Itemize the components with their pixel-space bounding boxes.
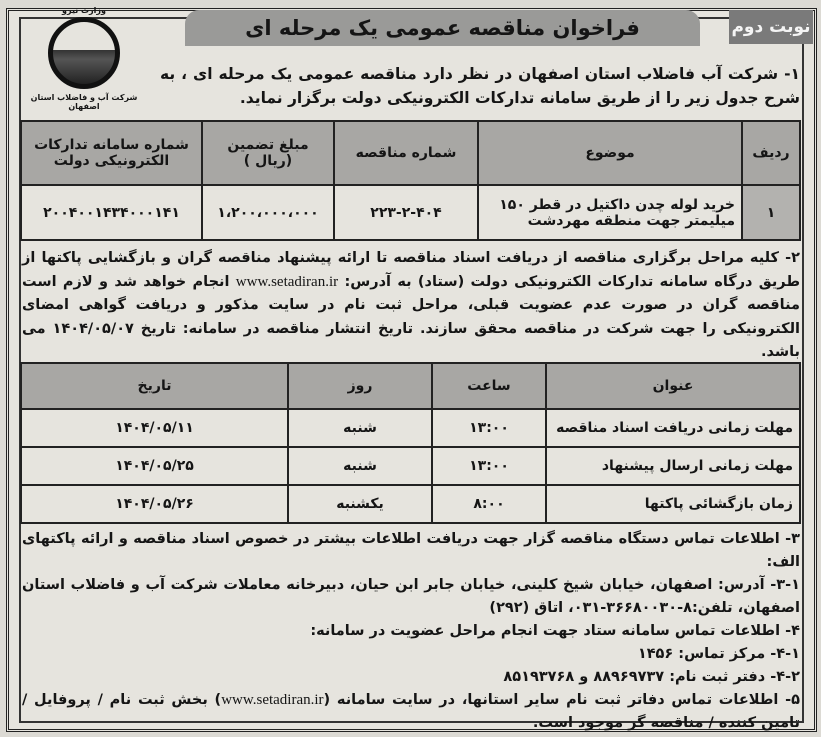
table-header-row [21,121,800,185]
system-number-cell: ۲۰۰۴۰۰۱۴۳۴۰۰۰۱۴۱ [21,185,202,240]
table-row [21,409,800,447]
day-cell: یکشنبه [288,485,432,523]
setad-contact-heading: ۴- اطلاعات تماس سامانه ستاد جهت انجام مراحل عضویت در سامانه: [310,623,800,639]
company-label: شرکت آب و فاضلاب استان اصفهان [30,93,138,111]
time-cell: ۱۳:۰۰ [432,409,546,447]
section-2-text-continued: انجام خواهد شد و لازم است مناقصه گران در صورت عدم عضویت قبلی، مراحل ثبت نام در سایت مذکور و دریافت گواهی امضای الکترونیکی را جهت شرکت در مناقصه محقق سازند. تاریخ انتشار مناقصه در سامانه: تاریخ ۱۴۰۴/۰۵/۰۷ می باشد. [22,273,801,360]
col-subject: موضوع [478,121,742,185]
provincial-offices-text: ۵- اطلاعات تماس دفاتر ثبت نام سایر استانها، در سایت سامانه ( [323,692,801,708]
col-row: ردیف [742,121,800,185]
row-number: ۱ [742,185,800,240]
title-cell: زمان بازگشائی پاکتها [546,485,800,523]
col-tender-number: شماره مناقصه [334,121,478,185]
section-1: ۱- شرکت آب فاضلاب استان اصفهان در نظر دارد مناقصه عمومی یک مرحله ای ، به شرح جدول زیر را از طریق سامانه تدارکات الکترونیکی دولت برگزار نماید. [160,65,800,107]
day-cell: شنبه [288,447,432,485]
col-system-number: شماره سامانه تدارکات الکترونیکی دولت [21,121,202,185]
logo-emblem-icon [48,17,120,89]
provincial-offices-text-continued: ) بخش ثبت نام / پروفایل / تامین کننده / مناقصه گر موجود است. [22,692,800,731]
page-title: فراخوان مناقصه عمومی یک مرحله ای [185,10,700,46]
section-3 [22,528,800,735]
col-date: تاریخ [21,363,288,409]
date-cell: ۱۴۰۴/۰۵/۲۵ [21,447,288,485]
contact-heading: ۳- اطلاعات تماس دستگاه مناقصه گزار جهت دریافت اطلاعات بیشتر در خصوص اسناد مناقصه و ارائه پاکتهای الف: [22,531,800,570]
title-cell: مهلت زمانی ارسال پیشنهاد [546,447,800,485]
time-cell: ۸:۰۰ [432,485,546,523]
table-header-row [21,363,800,409]
table-row [21,185,800,240]
date-cell: ۱۴۰۴/۰۵/۲۶ [21,485,288,523]
call-center: ۴-۱- مرکز تماس: ۱۴۵۶ [637,646,800,662]
setadiran-link[interactable]: www.setadiran.ir [221,692,324,708]
title-cell: مهلت زمانی دریافت اسناد مناقصه [546,409,800,447]
tender-number-cell: ۲۲۳-۲-۴۰۴ [334,185,478,240]
ministry-label: وزارت نیرو [62,6,106,15]
company-logo [14,6,154,111]
contact-address: ۳-۱- آدرس: اصفهان، خیابان شیخ کلینی، خیابان جابر ابن حیان، دبیرخانه معاملات شرکت آب و فاضلاب استان اصفهان، تلفن:۸-۳۶۶۸۰۰۳۰-۰۳۱، اتاق (۲۹۲) [22,577,800,616]
subject-cell: خرید لوله چدن داکتیل در قطر ۱۵۰ میلیمتر جهت منطقه مهردشت [478,185,742,240]
setadiran-link[interactable]: www.setadiran.ir [235,273,339,290]
table-row [21,447,800,485]
guarantee-cell: ۱،۲۰۰،۰۰۰،۰۰۰ [202,185,334,240]
day-cell: شنبه [288,409,432,447]
tender-table [20,120,801,241]
schedule-table [20,362,801,524]
col-day: روز [288,363,432,409]
table-row [21,485,800,523]
provincial-offices [22,689,800,735]
col-guarantee: مبلغ تضمین (ریال ) [202,121,334,185]
registration-office: ۴-۲- دفتر ثبت نام: ۸۸۹۶۹۷۳۷ و ۸۵۱۹۳۷۶۸ [503,669,800,685]
publication-round-badge: نوبت دوم [729,10,813,44]
section-2 [22,247,800,365]
section-2-text: ۲- کلیه مراحل برگزاری مناقصه از دریافت اسناد مناقصه تا ارائه پیشنهاد مناقصه گران و بازگشایی پاکتها از طریق درگاه سامانه تدارکات الکترونیکی دولت (ستاد) به آدرس: [22,250,800,290]
col-time: ساعت [432,363,546,409]
time-cell: ۱۳:۰۰ [432,447,546,485]
date-cell: ۱۴۰۴/۰۵/۱۱ [21,409,288,447]
col-title: عنوان [546,363,800,409]
